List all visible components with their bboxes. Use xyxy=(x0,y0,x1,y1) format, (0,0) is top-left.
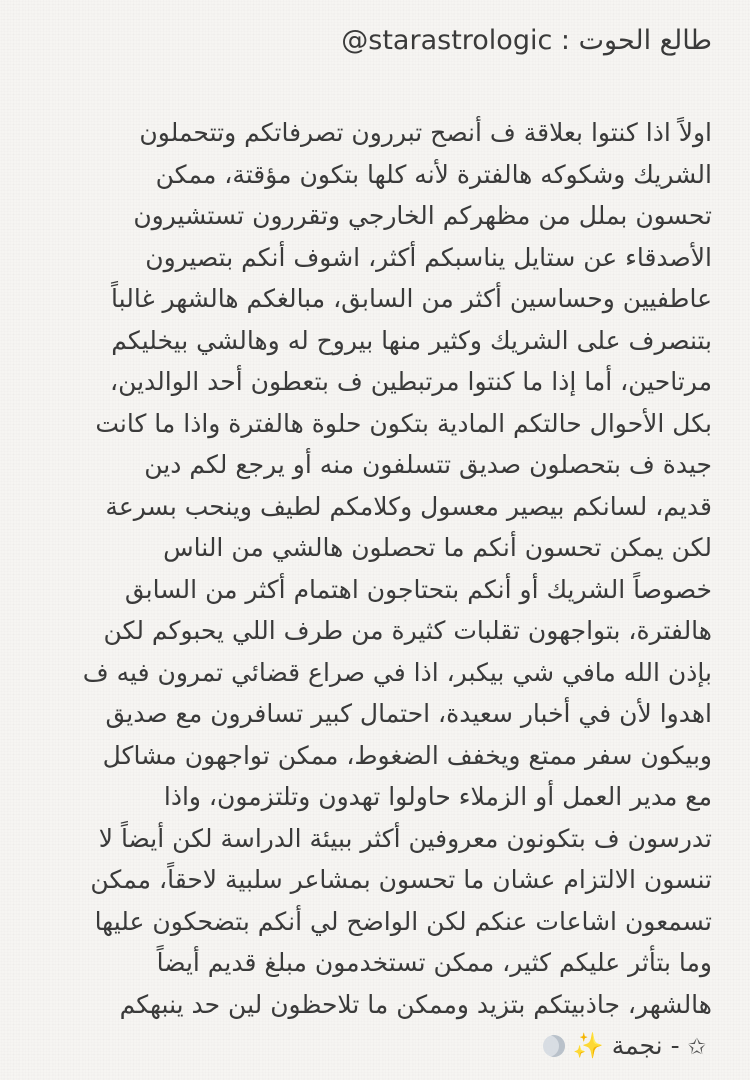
star-outline-icon: ✩ xyxy=(687,1035,706,1060)
body-line: هالفترة، بتواجهون تقلبات كثيرة من طرف اللي يحبوكم لكن xyxy=(103,616,712,645)
body-line: مع مدير العمل أو الزملاء حاولوا تهدون وتلتزمون، واذا xyxy=(163,782,712,811)
body-line: بإذن الله مافي شي بيكبر، اذا في صراع قضائي تمرون فيه ف xyxy=(82,657,712,687)
body-line: الأصدقاء عن ستايل يناسبكم أكثر، اشوف أنكم بتصيرون xyxy=(145,242,712,272)
body-line: بتنصرف على الشريك وكثير منها بيروح له وهالشي بيخليكم xyxy=(111,325,712,355)
body-line: عاطفيين وحساسين أكثر من السابق، مبالغكم هالشهر غالباً xyxy=(111,284,712,313)
note-body xyxy=(40,112,712,1067)
body-line: قديم، لسانكم بيصير معسول وكلامكم لطيف وينحب بسرعة xyxy=(105,491,712,521)
body-line: تحسون بملل من مظهركم الخارجي وتقررون تستشيرون xyxy=(133,201,712,230)
signature-text: - نجمة xyxy=(611,1031,680,1060)
signature-line xyxy=(40,1025,712,1067)
body-line: اهدوا لأن في أخبار سعيدة، احتمال كبير تسافرون مع صديق xyxy=(105,699,712,728)
note-header xyxy=(40,20,712,62)
body-line: الشريك وشكوكه هالفترة لأنه كلها بتكون مؤقتة، ممكن xyxy=(155,159,712,189)
body-line: هالشهر، جاذبيتكم بتزيد وممكن ما تلاحظون لين حد ينبهكم xyxy=(119,989,712,1019)
body-line: مرتاحين، أما إذا ما كنتوا مرتبطين ف بتعطون أحد الوالدين، xyxy=(110,367,712,396)
body-line: تسمعون اشاعات عنكم لكن الواضح لي أنكم بتضحكون عليها xyxy=(94,906,712,936)
sparkles-icon: ✨ xyxy=(572,1031,604,1060)
note-title: طالع الحوت xyxy=(578,25,712,56)
moon-icon xyxy=(543,1035,565,1057)
body-line: خصوصاً الشريك أو أنكم بتحتاجون اهتمام أكثر من السابق xyxy=(124,574,712,604)
body-line: تنسون الالتزام عشان ما تحسون بمشاعر سلبية لاحقاً، ممكن xyxy=(90,865,712,894)
body-line: تدرسون ف بتكونون معروفين أكثر ببيئة الدراسة لكن أيضاً لا xyxy=(98,823,712,853)
body-line: وما بتأثر عليكم كثير، ممكن تستخدمون مبلغ قديم أيضاً xyxy=(156,948,712,977)
account-handle: @starastrologic xyxy=(341,25,553,56)
body-line: بكل الأحوال حالتكم المادية بتكون حلوة هالفترة واذا ما كانت xyxy=(95,408,712,438)
body-line: لكن يمكن تحسون أنكم ما تحصلون هالشي من الناس xyxy=(163,533,712,562)
body-line: جيدة ف بتحصلون صديق تتسلفون منه أو يرجع لكم دين xyxy=(144,450,712,479)
header-separator: : xyxy=(552,25,579,56)
body-line: اولاً اذا كنتوا بعلاقة ف أنصح تبررون تصرفاتكم وتتحملون xyxy=(139,118,712,147)
body-line: وبيكون سفر ممتع ويخفف الضغوط، ممكن تواجهون مشاكل xyxy=(102,740,712,770)
